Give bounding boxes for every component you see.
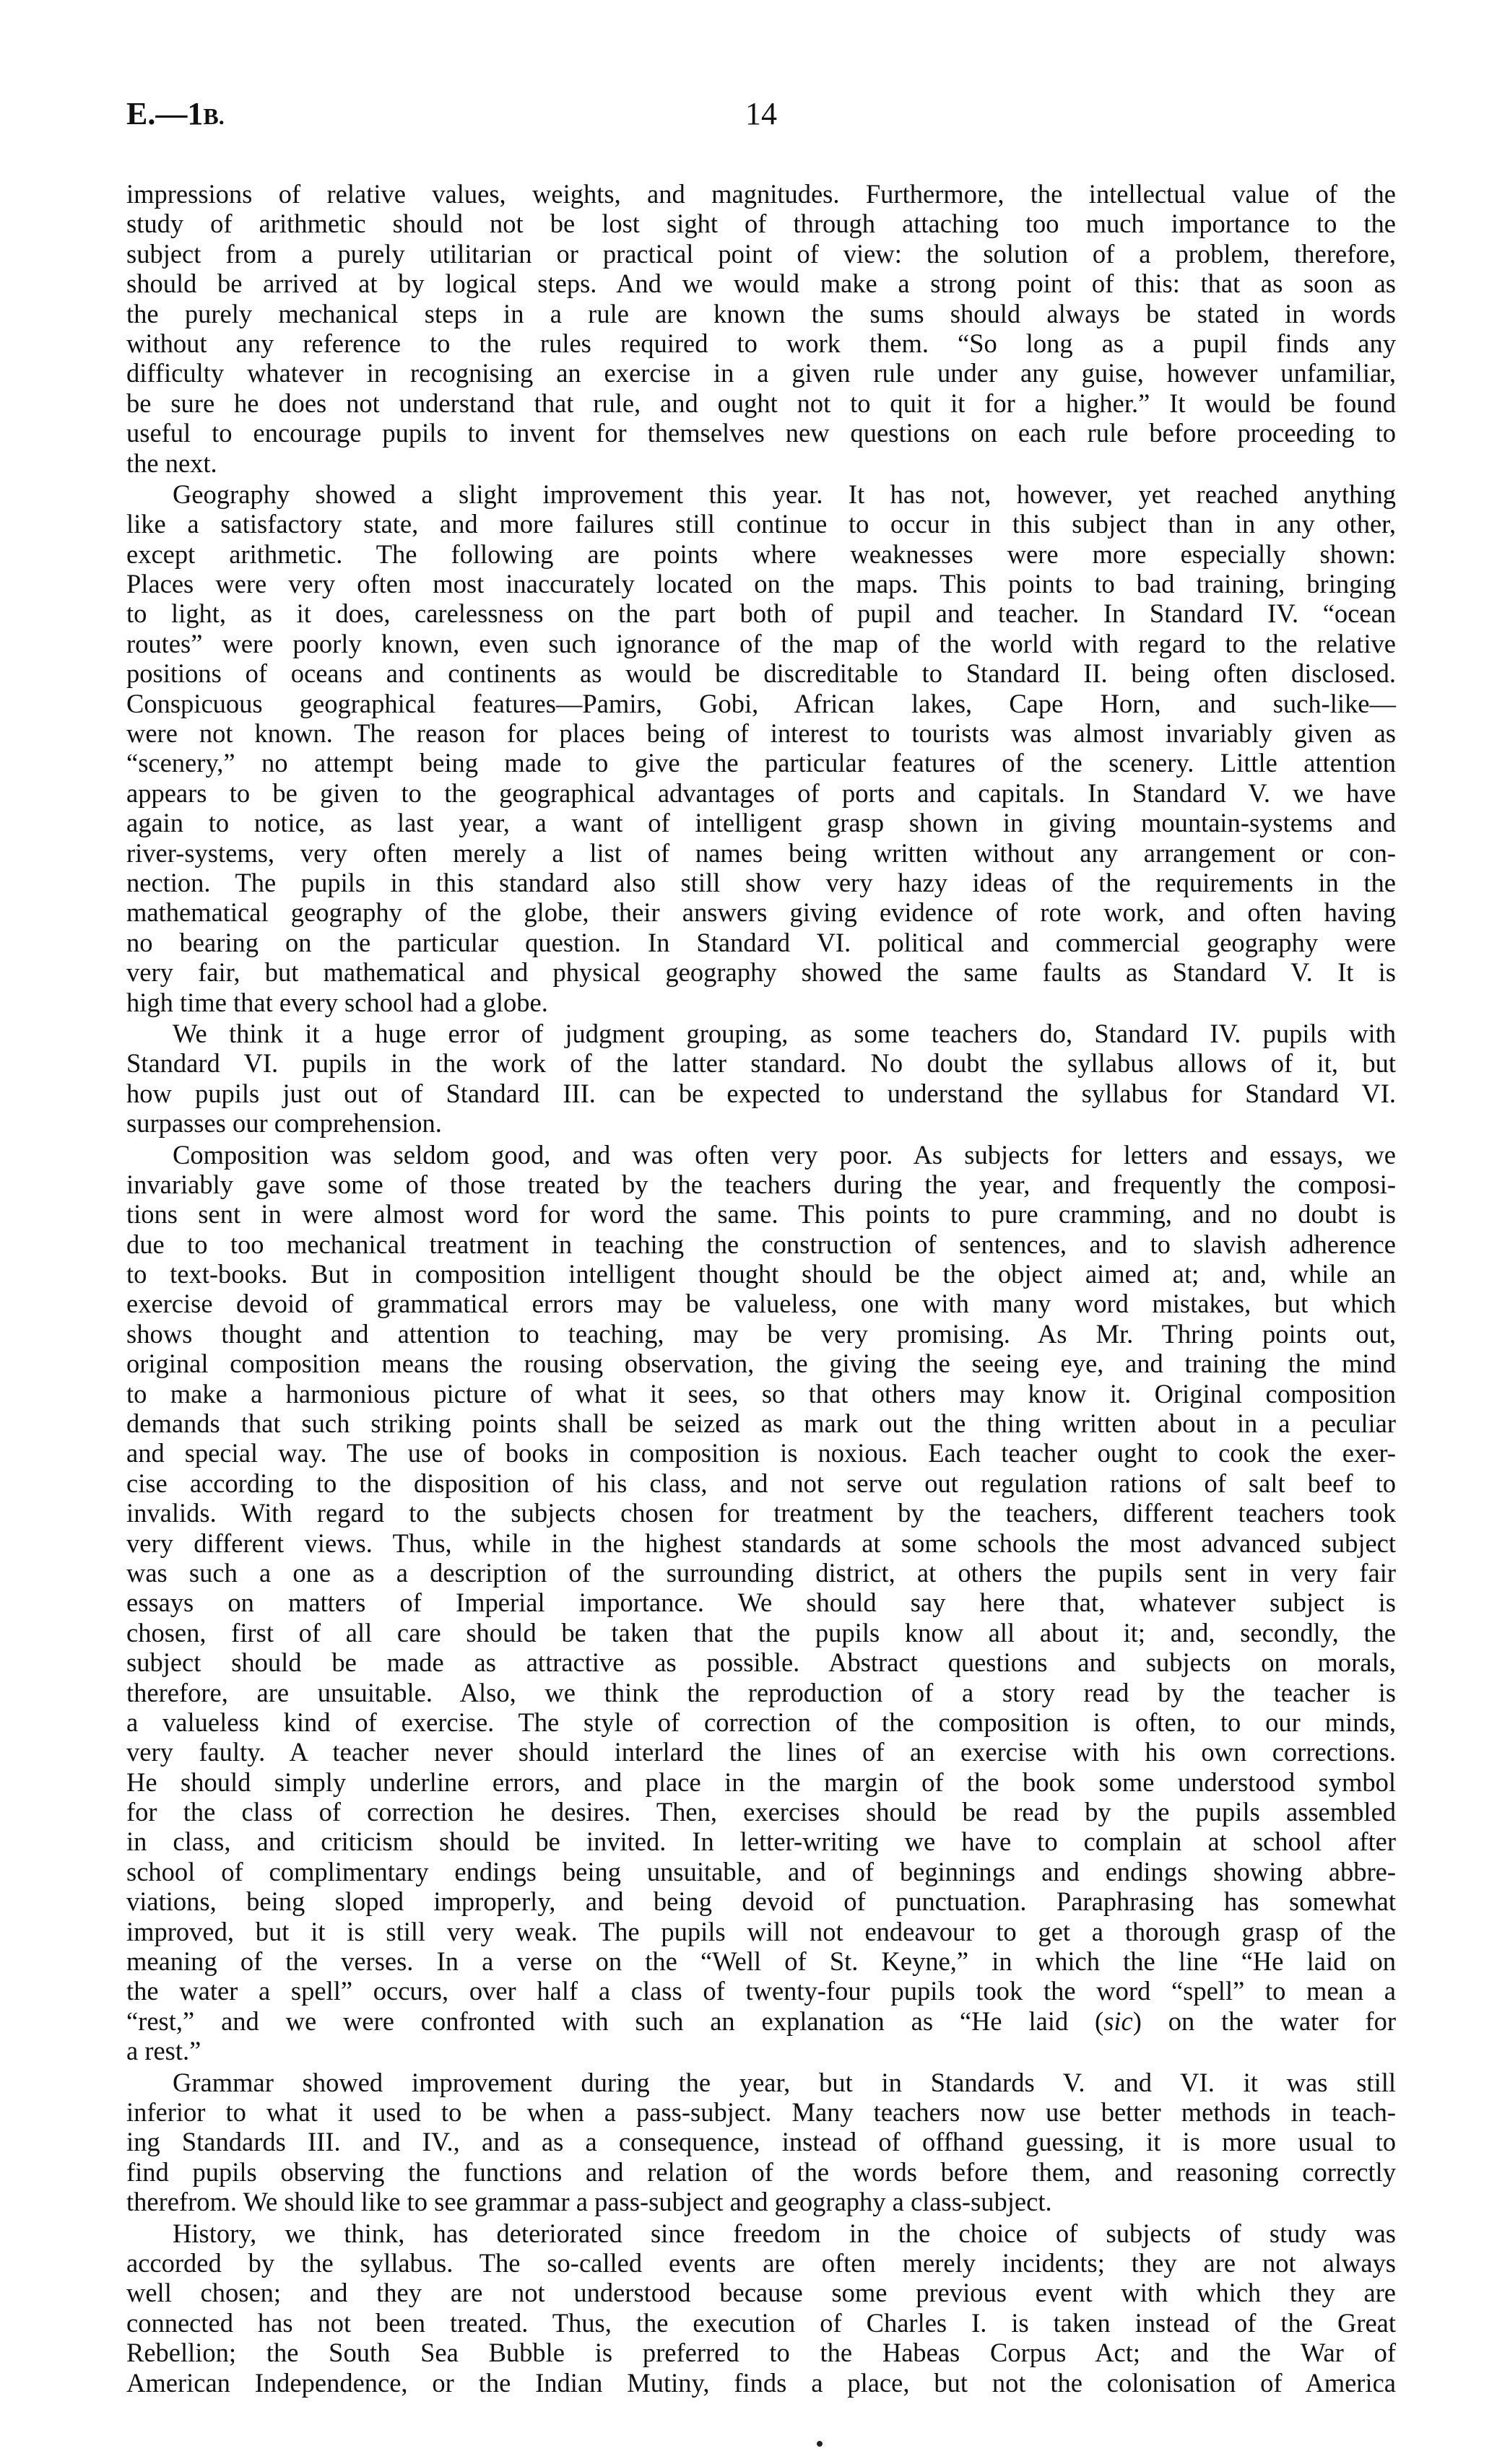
text-line: cise according to the disposition of his class, and not serve out regulation rations of salt beef to <box>126 1468 1396 1498</box>
text-line: Rebellion; the South Sea Bubble is preferred to the Habeas Corpus Act; and the War of <box>126 2338 1396 2368</box>
text-line: without any reference to the rules required to work them. “So long as a pupil finds any <box>126 328 1396 358</box>
footer-dot <box>817 2441 823 2447</box>
text-line: to text-books. But in composition intelligent thought should be the object aimed at; and, while an <box>126 1259 1396 1289</box>
text-line: Standard VI. pupils in the work of the latter standard. No doubt the syllabus allows of it, but <box>126 1048 1396 1079</box>
text-line: ing Standards III. and IV., and as a consequence, instead of offhand guessing, it is more usual to <box>126 2127 1396 2157</box>
text-line: difficulty whatever in recognising an exercise in a given rule under any guise, however unfamiliar, <box>126 358 1396 388</box>
text-line: nection. The pupils in this standard also still show very hazy ideas of the requirements in the <box>126 867 1396 897</box>
text-line: Composition was seldom good, and was often very poor. As subjects for letters and essays, we <box>173 1139 1396 1170</box>
text-line: was such a one as a description of the surrounding district, at others the pupils sent in very fair <box>126 1557 1396 1588</box>
text-line: no bearing on the particular question. In Standard VI. political and commercial geography were <box>126 927 1396 957</box>
page-number: 14 <box>745 96 777 131</box>
text-segment: “rest,” and we were confronted with such an explanation as “He laid ( <box>126 2006 1104 2036</box>
text-line: Geography showed a slight improvement this year. It has not, however, yet reached anything <box>173 479 1396 509</box>
text-line: meaning of the verses. In a verse on the “Well of St. Keyne,” in which the line “He laid on <box>126 1946 1396 1977</box>
text-line: shows thought and attention to teaching, may be very promising. As Mr. Thring points out, <box>126 1318 1396 1349</box>
paragraph <box>126 2068 1396 2217</box>
text-line: History, we think, has deteriorated since freedom in the choice of subjects of study was <box>173 2218 1396 2248</box>
text-segment: ) on the water for <box>1132 2006 1396 2036</box>
paragraph <box>126 1019 1396 1139</box>
text-line: therefore, are unsuitable. Also, we think the reproduction of a story read by the teacher is <box>126 1677 1396 1707</box>
text-line: routes” were poorly known, even such ignorance of the map of the world with regard to the relative <box>126 628 1396 658</box>
body-text <box>126 179 1396 2399</box>
text-line: should be arrived at by logical steps. And we would make a strong point of this: that as soon as <box>126 269 1396 299</box>
text-line: very fair, but mathematical and physical geography showed the same faults as Standard V. It is <box>126 957 1396 988</box>
text-line: subject from a purely utilitarian or practical point of view: the solution of a problem, therefore, <box>126 238 1396 269</box>
text-line: the next. <box>126 448 217 478</box>
text-line: exercise devoid of grammatical errors may be valueless, one with many word mistakes, but which <box>126 1289 1396 1319</box>
text-line: demands that such striking points shall be seized as mark out the thing written about in a peculiar <box>126 1409 1396 1439</box>
text-line: due to too mechanical treatment in teaching the construction of sentences, and to slavish adherence <box>126 1229 1396 1259</box>
text-line: a rest.” <box>126 2036 201 2066</box>
text-line: improved, but it is still very weak. The pupils will not endeavour to get a thorough grasp of the <box>126 1916 1396 1946</box>
text-line: were not known. The reason for places being of interest to tourists was almost invariably given as <box>126 718 1396 749</box>
text-line: to make a harmonious picture of what it sees, so that others may know it. Original composition <box>126 1378 1396 1409</box>
text-line: connected has not been treated. Thus, the execution of Charles I. is taken instead of the Great <box>126 2307 1396 2338</box>
text-line: chosen, first of all care should be taken that the pupils know all about it; and, secondly, the <box>126 1617 1396 1647</box>
text-line: inferior to what it used to be when a pass-subject. Many teachers now use better methods in teach- <box>126 2097 1396 2127</box>
text-line: We think it a huge error of judgment grouping, as some teachers do, Standard IV. pupils with <box>173 1018 1396 1048</box>
text-line: original composition means the rousing observation, the giving the seeing eye, and training the mind <box>126 1349 1396 1379</box>
text-line: river-systems, very often merely a list of names being written without any arrangement or con- <box>126 837 1396 868</box>
text-line: American Independence, or the Indian Mutiny, finds a place, but not the colonisation of America <box>126 2367 1396 2398</box>
text-line: positions of oceans and continents as would be discreditable to Standard II. being often disclosed. <box>126 658 1396 689</box>
text-line: again to notice, as last year, a want of intelligent grasp shown in giving mountain-systems and <box>126 808 1396 838</box>
paragraph <box>126 2219 1396 2398</box>
text-line <box>126 2006 1396 2036</box>
text-line: the purely mechanical steps in a rule are known the sums should always be stated in words <box>126 298 1396 328</box>
text-line: how pupils just out of Standard III. can be expected to understand the syllabus for Standard VI. <box>126 1078 1396 1108</box>
text-line: subject should be made as attractive as possible. Abstract questions and subjects on morals, <box>126 1647 1396 1678</box>
paragraph <box>126 479 1396 1017</box>
text-line: essays on matters of Imperial importance. We should say here that, whatever subject is <box>126 1588 1396 1618</box>
text-line: Grammar showed improvement during the year, but in Standards V. and VI. it was still <box>173 2067 1396 2097</box>
text-line: high time that every school had a globe. <box>126 987 548 1017</box>
text-line: Conspicuous geographical features—Pamirs, Gobi, African lakes, Cape Horn, and such-like— <box>126 688 1396 718</box>
text-line: accorded by the syllabus. The so-called events are often merely incidents; they are not always <box>126 2247 1396 2278</box>
text-line: to light, as it does, carelessness on the part both of pupil and teacher. In Standard IV. “ocean <box>126 598 1396 629</box>
text-line: in class, and criticism should be invited. In letter-writing we have to complain at school after <box>126 1827 1396 1857</box>
document-reference <box>126 95 225 132</box>
text-line: study of arithmetic should not be lost sight of through attaching too much importance to the <box>126 209 1396 239</box>
text-line: like a satisfactory state, and more failures still continue to occur in this subject than in any other, <box>126 509 1396 539</box>
reference-prefix: E.—1 <box>126 96 204 131</box>
text-line: tions sent in were almost word for word the same. This points to pure cramming, and no doubt is <box>126 1199 1396 1229</box>
text-line: useful to encourage pupils to invent for themselves new questions on each rule before proceeding to <box>126 418 1396 448</box>
text-line: the water a spell” occurs, over half a class of twenty-four pupils took the word “spell” to mean a <box>126 1976 1396 2006</box>
text-line: find pupils observing the functions and relation of the words before them, and reasoning correctly <box>126 2156 1396 2187</box>
text-line: except arithmetic. The following are points where weaknesses were more especially shown: <box>126 539 1396 569</box>
paragraph <box>126 179 1396 478</box>
text-line: very faulty. A teacher never should interlard the lines of an exercise with his own corrections. <box>126 1737 1396 1767</box>
reference-suffix: B. <box>203 103 225 129</box>
text-line: He should simply underline errors, and place in the margin of the book some understood symbol <box>126 1767 1396 1797</box>
text-line: school of complimentary endings being unsuitable, and of beginnings and endings showing abbre- <box>126 1856 1396 1886</box>
text-line: for the class of correction he desires. Then, exercises should be read by the pupils assembled <box>126 1797 1396 1827</box>
text-line: surpasses our comprehension. <box>126 1108 442 1139</box>
text-line: invalids. With regard to the subjects chosen for treatment by the teachers, different teachers took <box>126 1498 1396 1528</box>
text-line: mathematical geography of the globe, their answers giving evidence of rote work, and often having <box>126 897 1396 928</box>
text-line: “scenery,” no attempt being made to give the particular features of the scenery. Little attention <box>126 748 1396 778</box>
text-line: Places were very often most inaccurately located on the maps. This points to bad training, bringing <box>126 569 1396 599</box>
text-line: therefrom. We should like to see grammar a pass-subject and geography a class-subject. <box>126 2187 1052 2217</box>
paragraph <box>126 1140 1396 2066</box>
text-line: viations, being sloped improperly, and being devoid of punctuation. Paraphrasing has somewhat <box>126 1886 1396 1917</box>
text-line: impressions of relative values, weights, and magnitudes. Furthermore, the intellectual value of the <box>126 179 1396 209</box>
text-line: very different views. Thus, while in the highest standards at some schools the most advanced subject <box>126 1528 1396 1558</box>
text-line: and special way. The use of books in composition is noxious. Each teacher ought to cook the exer- <box>126 1438 1396 1468</box>
text-line: well chosen; and they are not understood because some previous event with which they are <box>126 2278 1396 2308</box>
text-line: be sure he does not understand that rule, and ought not to quit it for a higher.” It would be found <box>126 388 1396 418</box>
italic-text: sic <box>1103 2006 1133 2036</box>
text-line: appears to be given to the geographical advantages of ports and capitals. In Standard V. we have <box>126 778 1396 808</box>
text-line: a valueless kind of exercise. The style of correction of the composition is often, to our minds, <box>126 1707 1396 1737</box>
text-line: invariably gave some of those treated by the teachers during the year, and frequently the composi- <box>126 1169 1396 1199</box>
